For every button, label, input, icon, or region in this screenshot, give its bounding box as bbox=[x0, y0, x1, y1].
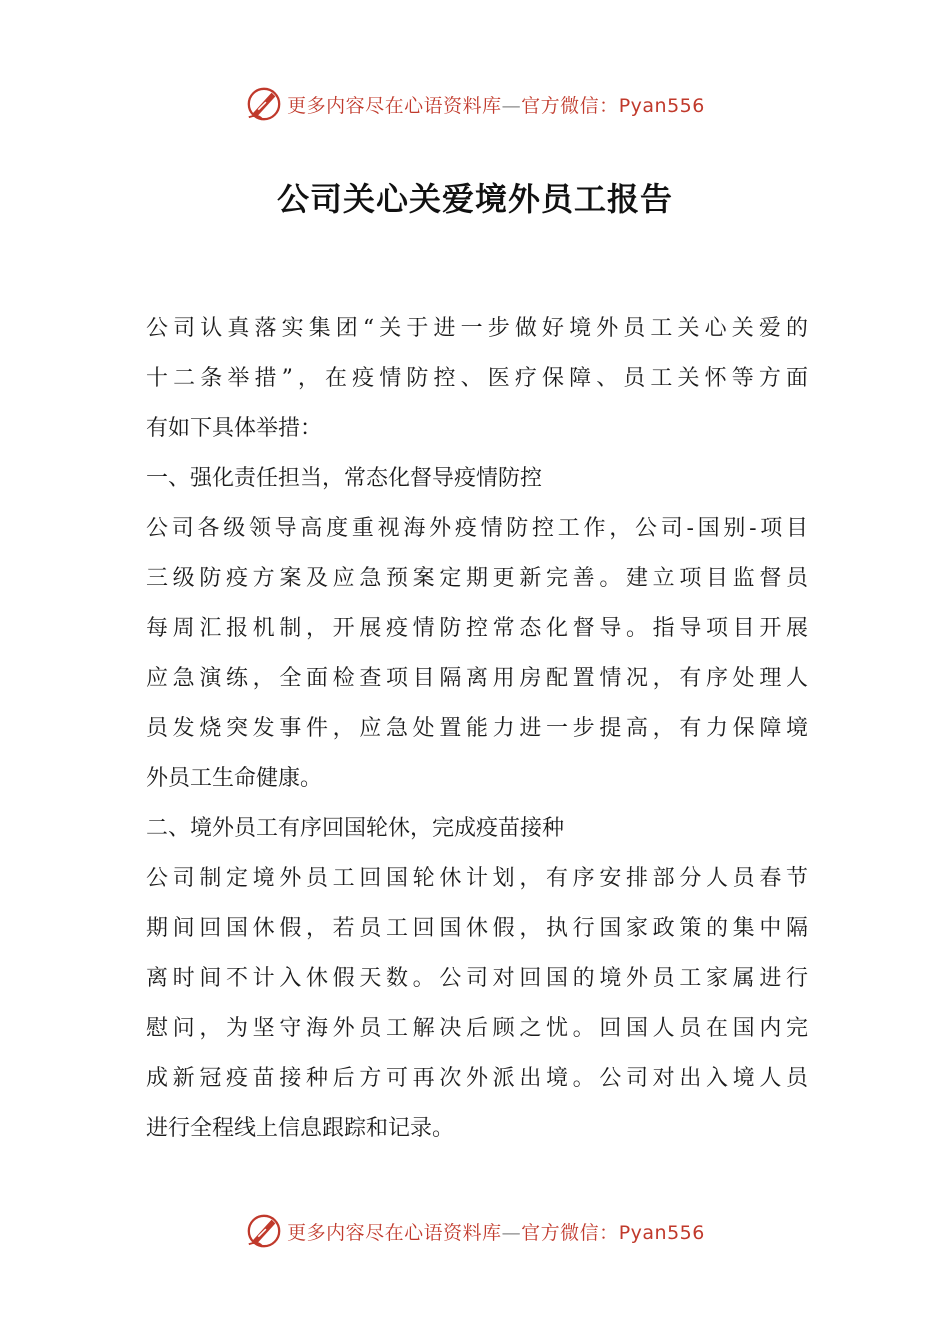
text-line: 期间回国休假，若员工回国休假，执行国家政策的集中隔 bbox=[146, 916, 808, 941]
pen-nib-logo-icon bbox=[245, 85, 283, 123]
paragraph-section-1 bbox=[146, 504, 808, 804]
section-heading-1 bbox=[146, 454, 808, 504]
footer-banner bbox=[0, 1209, 950, 1253]
document-body bbox=[146, 304, 808, 1154]
page-title: 公司关心关爱境外员工报告 bbox=[276, 180, 673, 218]
banner-slogan: 更多内容尽在心语资料库 bbox=[287, 94, 502, 117]
banner-wechat-label: 官方微信： bbox=[521, 94, 619, 117]
banner-wechat-label: 官方微信： bbox=[521, 1221, 619, 1244]
banner-text bbox=[287, 91, 705, 118]
pen-nib-logo-icon bbox=[245, 1212, 283, 1250]
text-line: 公司各级领导高度重视海外疫情防控工作，公司-国别-项目 bbox=[146, 516, 808, 541]
text-line: 应急演练，全面检查项目隔离用房配置情况，有序处理人 bbox=[146, 666, 808, 691]
banner-wechat-id: Pyan556 bbox=[618, 94, 705, 117]
banner-wechat-id: Pyan556 bbox=[618, 1221, 705, 1244]
text-line: 三级防疫方案及应急预案定期更新完善。建立项目监督员 bbox=[146, 566, 808, 591]
banner-text bbox=[287, 1218, 705, 1245]
text-line: 公司制定境外员工回国轮休计划，有序安排部分人员春节 bbox=[146, 866, 808, 891]
paragraph-section-2 bbox=[146, 854, 808, 1154]
text-line: 员发烧突发事件，应急处置能力进一步提高，有力保障境 bbox=[146, 716, 808, 741]
text-line: 外员工生命健康。 bbox=[146, 766, 323, 791]
text-line: 公司认真落实集团“关于进一步做好境外员工关心关爱的 bbox=[146, 316, 808, 341]
heading-line: 一、强化责任担当，常态化督导疫情防控 bbox=[146, 466, 543, 491]
text-line: 成新冠疫苗接种后方可再次外派出境。公司对出入境人员 bbox=[146, 1066, 808, 1091]
section-heading-2 bbox=[146, 804, 808, 854]
text-line: 离时间不计入休假天数。公司对回国的境外员工家属进行 bbox=[146, 966, 808, 991]
text-line: 慰问，为坚守海外员工解决后顾之忧。回国人员在国内完 bbox=[146, 1016, 808, 1041]
banner-separator: — bbox=[501, 94, 522, 117]
paragraph-intro bbox=[146, 304, 808, 454]
header-banner bbox=[0, 82, 950, 126]
banner-separator: — bbox=[501, 1221, 522, 1244]
text-line: 十二条举措”，在疫情防控、医疗保障、员工关怀等方面 bbox=[146, 366, 808, 391]
banner-slogan: 更多内容尽在心语资料库 bbox=[287, 1221, 502, 1244]
text-line: 有如下具体举措： bbox=[146, 416, 323, 441]
heading-line: 二、境外员工有序回国轮休，完成疫苗接种 bbox=[146, 816, 565, 841]
text-line: 每周汇报机制，开展疫情防控常态化督导。指导项目开展 bbox=[146, 616, 808, 641]
text-line: 进行全程线上信息跟踪和记录。 bbox=[146, 1116, 455, 1141]
